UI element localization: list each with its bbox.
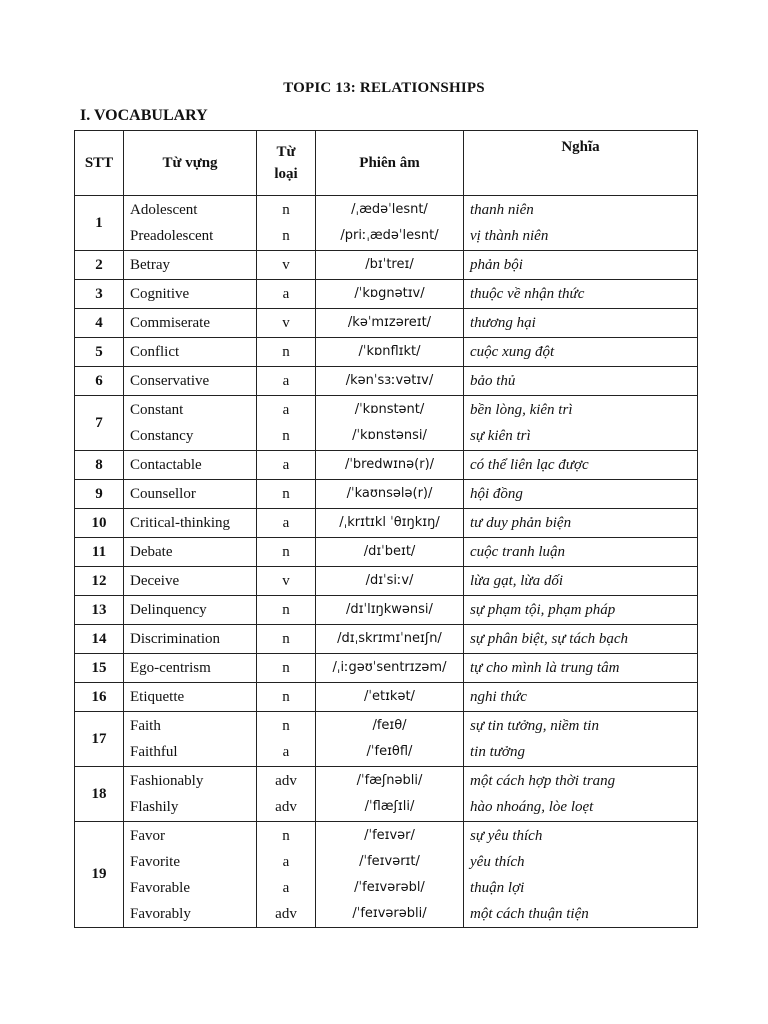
- meaning: vị thành niên: [470, 228, 549, 244]
- meaning-cell: [464, 480, 698, 509]
- vocab-word: Commiserate: [130, 315, 210, 331]
- part-of-speech: v: [282, 257, 290, 273]
- meaning-cell: [464, 712, 698, 767]
- part-of-speech: n: [282, 228, 290, 244]
- vocab-word: Adolescent: [130, 202, 198, 218]
- part-of-speech: adv: [275, 905, 297, 922]
- phonetic-cell: [316, 596, 464, 625]
- phonetic: /ˈetɪkət/: [364, 689, 415, 704]
- part-of-speech: n: [282, 544, 290, 560]
- vocab-word-cell: [124, 309, 257, 338]
- part-of-speech: n: [282, 344, 290, 360]
- phonetic-cell: [316, 509, 464, 538]
- phonetic: /ˈkɒgnətɪv/: [354, 286, 425, 301]
- phonetic: /dɪˈbeɪt/: [363, 544, 416, 559]
- meaning-cell: [464, 625, 698, 654]
- row-number: 12: [75, 567, 124, 596]
- part-of-speech: v: [282, 573, 290, 589]
- row-number: 19: [75, 822, 124, 928]
- phonetic: /ˈkaʊnsələ(r)/: [346, 486, 433, 501]
- row-number: 8: [75, 451, 124, 480]
- vocab-word: Flashily: [130, 799, 179, 815]
- vocab-word-cell: [124, 596, 257, 625]
- row-number: 5: [75, 338, 124, 367]
- part-of-speech: n: [282, 827, 290, 844]
- vocab-word: Constant: [130, 402, 184, 418]
- vocab-word-cell: [124, 538, 257, 567]
- vocab-word: Constancy: [130, 428, 194, 444]
- row-number: 14: [75, 625, 124, 654]
- part-of-speech: a: [282, 286, 290, 302]
- vocab-word: Fashionably: [130, 773, 204, 789]
- part-of-speech: n: [282, 660, 290, 676]
- phonetic-cell: [316, 712, 464, 767]
- vocab-word: Deceive: [130, 573, 180, 589]
- meaning-cell: [464, 309, 698, 338]
- table-row: [75, 338, 698, 367]
- table-row: [75, 280, 698, 309]
- vocab-word-cell: [124, 451, 257, 480]
- phonetic-cell: [316, 683, 464, 712]
- vocab-word: Counsellor: [130, 486, 196, 502]
- table-row: [75, 538, 698, 567]
- phonetic: /ˌiːgəʊˈsentrɪzəm/: [332, 660, 447, 675]
- vocab-word: Critical-thinking: [130, 515, 230, 531]
- part-of-speech: adv: [275, 773, 297, 789]
- part-of-speech: a: [282, 402, 290, 418]
- part-of-speech-cell: [257, 509, 316, 538]
- meaning: một cách hợp thời trang: [470, 773, 616, 789]
- meaning-cell: [464, 596, 698, 625]
- meaning: bảo thủ: [470, 373, 516, 389]
- vocab-word: Debate: [130, 544, 173, 560]
- part-of-speech-cell: [257, 196, 316, 251]
- table-row: [75, 596, 698, 625]
- vocab-word: Favorably: [130, 905, 191, 922]
- meaning: sự yêu thích: [470, 827, 543, 844]
- meaning-cell: [464, 367, 698, 396]
- meaning: nghi thức: [470, 689, 527, 705]
- vocab-word-cell: [124, 567, 257, 596]
- meaning: phản bội: [470, 257, 523, 273]
- table-row: [75, 251, 698, 280]
- vocabulary-table: [74, 130, 698, 928]
- row-number: 6: [75, 367, 124, 396]
- meaning-cell: [464, 538, 698, 567]
- phonetic-cell: [316, 338, 464, 367]
- part-of-speech: adv: [275, 799, 297, 815]
- vocab-word: Favor: [130, 827, 165, 844]
- phonetic-cell: [316, 625, 464, 654]
- meaning-cell: [464, 567, 698, 596]
- phonetic: /ˈkɒnstənsi/: [352, 428, 427, 443]
- vocab-word: Favorable: [130, 879, 190, 896]
- phonetic: /ˈbredwɪnə(r)/: [344, 457, 435, 472]
- meaning-cell: [464, 280, 698, 309]
- meaning: sự kiên trì: [470, 428, 531, 444]
- header-meaning: Nghĩa: [464, 131, 698, 196]
- part-of-speech-cell: [257, 654, 316, 683]
- row-number: 11: [75, 538, 124, 567]
- table-row: [75, 196, 698, 251]
- header-stt: STT: [75, 131, 124, 196]
- meaning: thuận lợi: [470, 879, 525, 896]
- table-row: [75, 367, 698, 396]
- phonetic: /kəˈmɪzəreɪt/: [347, 315, 432, 330]
- meaning: cuộc tranh luận: [470, 544, 565, 560]
- vocab-word-cell: [124, 767, 257, 822]
- phonetic: /dɪˌskrɪmɪˈneɪʃn/: [337, 631, 442, 646]
- phonetic: /ˈfeɪvərəbl/: [354, 879, 425, 895]
- table-row: [75, 396, 698, 451]
- phonetic: /ˈkɒnstənt/: [354, 402, 425, 417]
- part-of-speech-cell: [257, 596, 316, 625]
- phonetic: /bɪˈtreɪ/: [365, 257, 414, 272]
- page-title: TOPIC 13: RELATIONSHIPS: [283, 80, 485, 96]
- phonetic: /priːˌædəˈlesnt/: [340, 228, 439, 243]
- phonetic: /ˈkɒnflɪkt/: [358, 344, 421, 359]
- part-of-speech: n: [282, 718, 290, 734]
- phonetic-cell: [316, 822, 464, 928]
- part-of-speech: a: [282, 457, 290, 473]
- phonetic: /dɪˈsiːv/: [365, 573, 414, 588]
- meaning: sự phạm tội, phạm pháp: [470, 602, 616, 618]
- meaning: tự cho mình là trung tâm: [470, 660, 620, 676]
- part-of-speech-cell: [257, 338, 316, 367]
- phonetic-cell: [316, 654, 464, 683]
- meaning-cell: [464, 196, 698, 251]
- part-of-speech-cell: [257, 822, 316, 928]
- phonetic: /ˈfeɪvər/: [364, 827, 415, 843]
- phonetic-cell: [316, 767, 464, 822]
- meaning: thương hại: [470, 315, 536, 331]
- part-of-speech: a: [282, 879, 290, 896]
- table-row: [75, 822, 698, 928]
- phonetic-cell: [316, 251, 464, 280]
- meaning-cell: [464, 451, 698, 480]
- row-number: 16: [75, 683, 124, 712]
- row-number: 17: [75, 712, 124, 767]
- meaning: tin tưởng: [470, 744, 525, 760]
- part-of-speech-cell: [257, 480, 316, 509]
- part-of-speech-cell: [257, 451, 316, 480]
- vocab-word-cell: [124, 196, 257, 251]
- vocab-word-cell: [124, 822, 257, 928]
- part-of-speech-cell: [257, 309, 316, 338]
- vocab-word: Favorite: [130, 853, 180, 870]
- phonetic-cell: [316, 396, 464, 451]
- meaning-cell: [464, 509, 698, 538]
- vocab-word: Conservative: [130, 373, 210, 389]
- part-of-speech: a: [282, 515, 290, 531]
- phonetic-cell: [316, 309, 464, 338]
- meaning: lừa gạt, lừa dối: [470, 573, 564, 589]
- meaning: thuộc về nhận thức: [470, 286, 585, 302]
- vocab-word: Etiquette: [130, 689, 185, 705]
- meaning: cuộc xung đột: [470, 344, 555, 360]
- meaning: có thể liên lạc được: [470, 457, 589, 473]
- meaning: thanh niên: [470, 202, 534, 218]
- meaning: một cách thuận tiện: [470, 905, 589, 922]
- meaning: sự phân biệt, sự tách bạch: [470, 631, 629, 647]
- meaning: yêu thích: [470, 853, 525, 870]
- header-pos: [257, 131, 316, 196]
- phonetic: /ˌædəˈlesnt/: [351, 202, 428, 217]
- table-row: [75, 654, 698, 683]
- vocab-word-cell: [124, 251, 257, 280]
- meaning-cell: [464, 338, 698, 367]
- part-of-speech-cell: [257, 367, 316, 396]
- table-row: [75, 567, 698, 596]
- vocab-word: Cognitive: [130, 286, 190, 302]
- meaning-cell: [464, 654, 698, 683]
- phonetic: /ˌkrɪtɪkl ˈθɪŋkɪŋ/: [339, 515, 440, 530]
- vocab-word: Discrimination: [130, 631, 220, 647]
- row-number: 18: [75, 767, 124, 822]
- vocab-word-cell: [124, 396, 257, 451]
- vocab-word-cell: [124, 712, 257, 767]
- phonetic: /ˈfæʃnəbli/: [356, 773, 423, 788]
- vocab-word-cell: [124, 280, 257, 309]
- meaning: hào nhoáng, lòe loẹt: [470, 799, 594, 815]
- vocab-word: Ego-centrism: [130, 660, 211, 676]
- row-number: 4: [75, 309, 124, 338]
- phonetic: /ˈfeɪvərəbli/: [352, 905, 427, 921]
- vocab-word-cell: [124, 338, 257, 367]
- row-number: 2: [75, 251, 124, 280]
- table-row: [75, 451, 698, 480]
- vocab-word: Faithful: [130, 744, 178, 760]
- vocab-word-cell: [124, 625, 257, 654]
- vocab-word-cell: [124, 509, 257, 538]
- part-of-speech: n: [282, 486, 290, 502]
- row-number: 7: [75, 396, 124, 451]
- row-number: 3: [75, 280, 124, 309]
- part-of-speech: a: [282, 853, 290, 870]
- part-of-speech-cell: [257, 538, 316, 567]
- part-of-speech-cell: [257, 712, 316, 767]
- part-of-speech-cell: [257, 567, 316, 596]
- part-of-speech: v: [282, 315, 290, 331]
- part-of-speech: n: [282, 202, 290, 218]
- part-of-speech: n: [282, 428, 290, 444]
- phonetic-cell: [316, 196, 464, 251]
- vocab-word: Conflict: [130, 344, 180, 360]
- vocab-word: Contactable: [130, 457, 202, 473]
- part-of-speech-cell: [257, 683, 316, 712]
- table-row: [75, 767, 698, 822]
- vocab-word: Betray: [130, 257, 170, 273]
- phonetic: /feɪθ/: [372, 718, 407, 733]
- table-row: [75, 712, 698, 767]
- phonetic-cell: [316, 538, 464, 567]
- meaning: bền lòng, kiên trì: [470, 402, 573, 418]
- part-of-speech-cell: [257, 625, 316, 654]
- vocab-word-cell: [124, 654, 257, 683]
- row-number: 9: [75, 480, 124, 509]
- phonetic-cell: [316, 567, 464, 596]
- phonetic: /ˈflæʃɪli/: [364, 799, 415, 814]
- part-of-speech-cell: [257, 396, 316, 451]
- phonetic: /dɪˈlɪŋkwənsi/: [346, 602, 433, 617]
- vocab-word: Preadolescent: [130, 228, 214, 244]
- part-of-speech: a: [282, 744, 290, 760]
- table-row: [75, 683, 698, 712]
- phonetic-cell: [316, 480, 464, 509]
- meaning: sự tin tưởng, niềm tin: [470, 718, 599, 734]
- meaning-cell: [464, 767, 698, 822]
- part-of-speech-cell: [257, 251, 316, 280]
- row-number: 1: [75, 196, 124, 251]
- meaning: tư duy phản biện: [470, 515, 572, 531]
- part-of-speech: n: [282, 631, 290, 647]
- part-of-speech: n: [282, 602, 290, 618]
- header-pos-line1: Từ: [276, 144, 296, 160]
- part-of-speech: n: [282, 689, 290, 705]
- row-number: 10: [75, 509, 124, 538]
- header-pos-line2: loại: [274, 166, 298, 182]
- phonetic: /ˈfeɪvərɪt/: [359, 853, 420, 869]
- vocab-word-cell: [124, 367, 257, 396]
- table-row: [75, 625, 698, 654]
- row-number: 13: [75, 596, 124, 625]
- row-number: 15: [75, 654, 124, 683]
- part-of-speech: a: [282, 373, 290, 389]
- vocab-word: Faith: [130, 718, 161, 734]
- phonetic: /ˈfeɪθfl/: [366, 744, 413, 759]
- phonetic-cell: [316, 367, 464, 396]
- header-ipa: Phiên âm: [316, 131, 464, 196]
- meaning-cell: [464, 251, 698, 280]
- table-header-row: [75, 131, 698, 196]
- vocab-word-cell: [124, 683, 257, 712]
- header-word: Từ vựng: [124, 131, 257, 196]
- table-row: [75, 309, 698, 338]
- table-row: [75, 480, 698, 509]
- section-heading: I. VOCABULARY: [80, 107, 208, 124]
- meaning: hội đồng: [470, 486, 523, 502]
- vocab-word: Delinquency: [130, 602, 207, 618]
- vocab-word-cell: [124, 480, 257, 509]
- meaning-cell: [464, 396, 698, 451]
- meaning-cell: [464, 683, 698, 712]
- phonetic-cell: [316, 451, 464, 480]
- phonetic-cell: [316, 280, 464, 309]
- phonetic: /kənˈsɜːvətɪv/: [345, 373, 434, 388]
- part-of-speech-cell: [257, 767, 316, 822]
- meaning-cell: [464, 822, 698, 928]
- table-row: [75, 509, 698, 538]
- part-of-speech-cell: [257, 280, 316, 309]
